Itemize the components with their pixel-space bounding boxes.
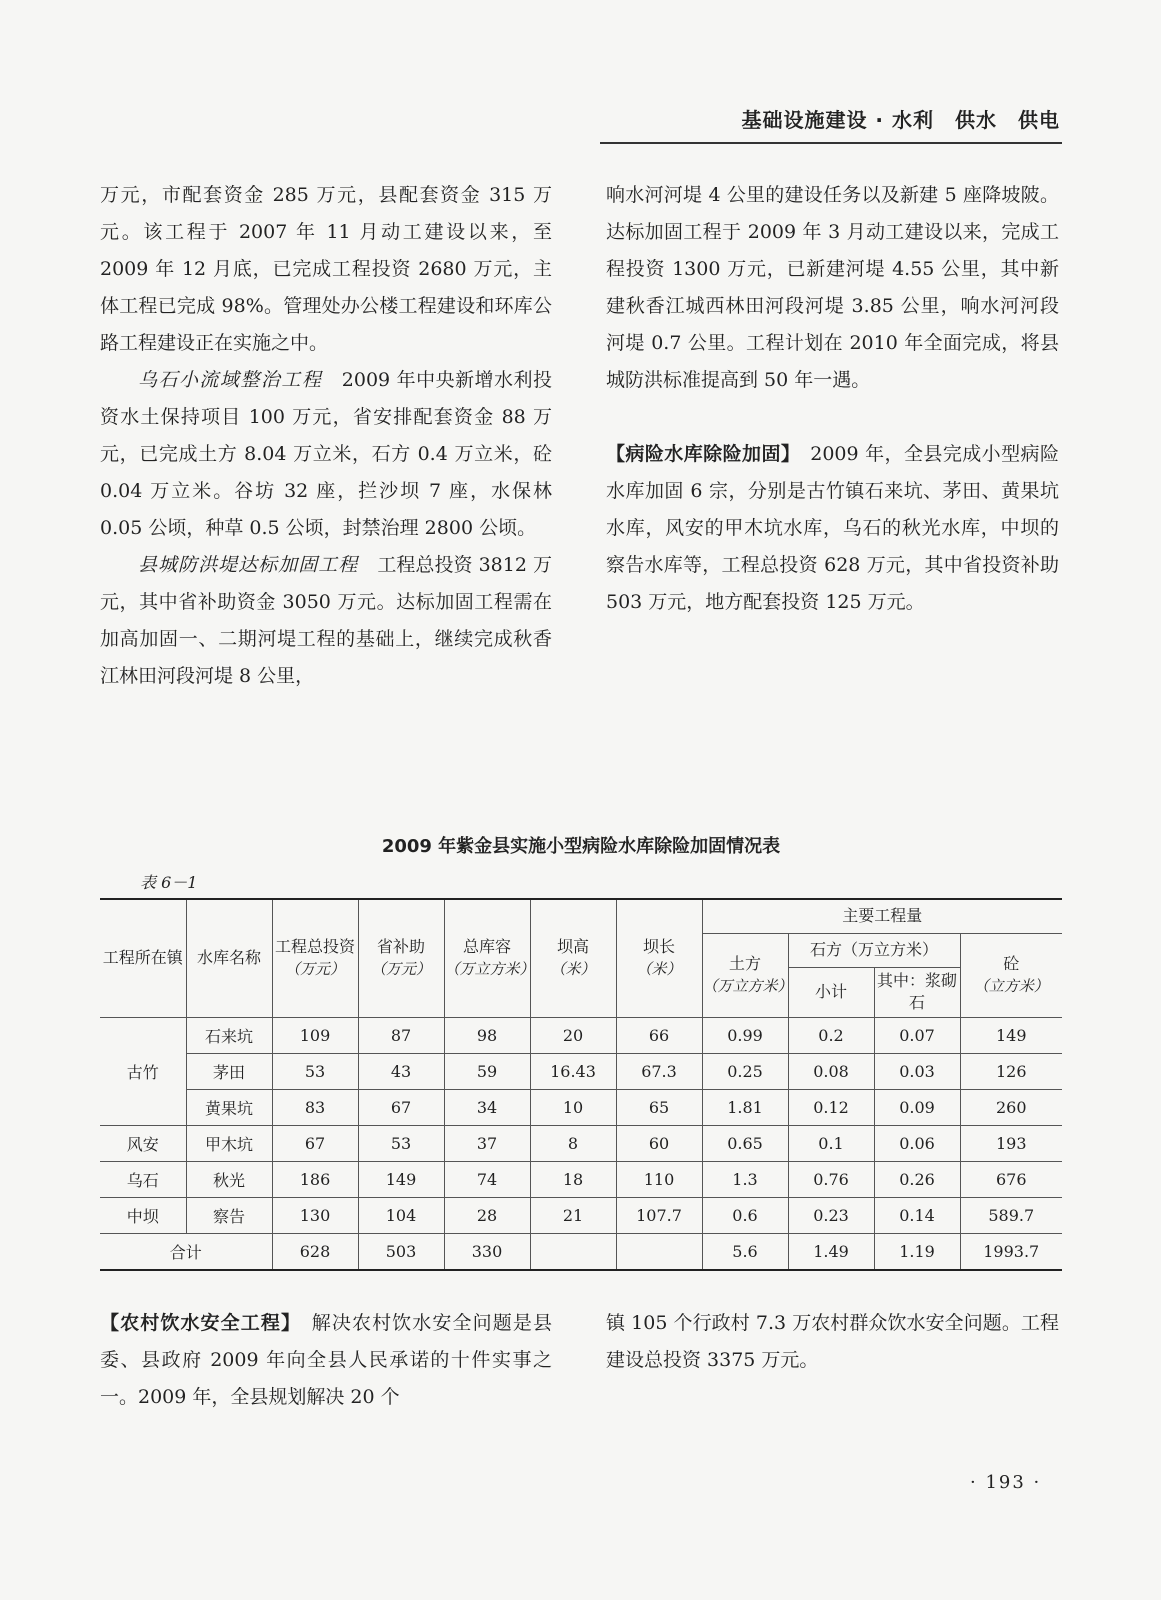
value-cell: 65 (616, 1089, 702, 1125)
value-cell: 8 (530, 1125, 616, 1161)
value-cell: 0.09 (874, 1089, 960, 1125)
paragraph-body: 2009 年，全县完成小型病险水库加固 6 宗，分别是古竹镇石来坑、茅田、黄果坑水库，风安的甲木坑水库，乌石的秋光水库，中坝的察告水库等，工程总投资 628 万元，其中省投资补助 503 万元，地方配套投资 125 万元。 (606, 443, 1059, 613)
value-cell: 28 (444, 1197, 530, 1233)
value-cell: 1.81 (702, 1089, 788, 1125)
value-cell: 260 (960, 1089, 1062, 1125)
total-cell: 1993.7 (960, 1233, 1062, 1270)
paragraph: 万元，市配套资金 285 万元，县配套资金 315 万元。该工程于 2007 年 11 月动工建设以来，至 2009 年 12 月底，已完成工程投资 2680 万元，主体工程已完成 98%。管理处办公楼工程建设和环库公路工程建设正在实施之中。 (100, 184, 552, 354)
right-column (606, 177, 1059, 621)
value-cell: 126 (960, 1053, 1062, 1089)
table-row (100, 1197, 1062, 1233)
subsection-heading: 县城防洪堤达标加固工程 (138, 554, 359, 576)
left-column (100, 177, 552, 695)
value-cell: 0.65 (702, 1125, 788, 1161)
paragraph-body: 2009 年中央新增水利投资水土保持项目 100 万元，省安排配套资金 88 万元，已完成土方 8.04 万立米，石方 0.4 万立米，砼 0.04 万立米。谷坊 32 座，拦沙坝 7 座，水保林 0.05 公顷，种草 0.5 公顷，封禁治理 2800 公顷。 (100, 369, 552, 539)
paragraph (100, 1305, 552, 1416)
header-reservoir: 水库名称 (186, 899, 272, 1017)
value-cell: 149 (358, 1161, 444, 1197)
total-cell (530, 1233, 616, 1270)
table-row (100, 1161, 1062, 1197)
value-cell: 0.26 (874, 1161, 960, 1197)
value-cell: 193 (960, 1125, 1062, 1161)
header-concrete: 砼 （立方米） (960, 933, 1062, 1017)
value-cell: 0.03 (874, 1053, 960, 1089)
value-cell: 60 (616, 1125, 702, 1161)
paragraph (606, 436, 1059, 621)
header-subsidy: 省补助 （万元） (358, 899, 444, 1017)
value-cell: 98 (444, 1017, 530, 1053)
value-cell: 149 (960, 1017, 1062, 1053)
table-row (100, 1089, 1062, 1125)
value-cell: 87 (358, 1017, 444, 1053)
total-cell: 503 (358, 1233, 444, 1270)
bottom-right-column (606, 1305, 1059, 1379)
value-cell: 10 (530, 1089, 616, 1125)
reservoir-cell: 甲木坑 (186, 1125, 272, 1161)
value-cell: 53 (272, 1053, 358, 1089)
value-cell: 107.7 (616, 1197, 702, 1233)
value-cell: 186 (272, 1161, 358, 1197)
header-stone-subtotal: 小计 (788, 967, 874, 1017)
value-cell: 66 (616, 1017, 702, 1053)
town-cell: 乌石 (100, 1161, 186, 1197)
town-cell: 风安 (100, 1125, 186, 1161)
value-cell: 0.76 (788, 1161, 874, 1197)
header-capacity: 总库容 （万立方米） (444, 899, 530, 1017)
value-cell: 83 (272, 1089, 358, 1125)
table-body (100, 1017, 1062, 1270)
value-cell: 589.7 (960, 1197, 1062, 1233)
value-cell: 0.6 (702, 1197, 788, 1233)
total-label: 合计 (100, 1233, 272, 1270)
town-cell: 古竹 (100, 1017, 186, 1125)
table-row (100, 1053, 1062, 1089)
value-cell: 0.2 (788, 1017, 874, 1053)
table-title: 2009 年紫金县实施小型病险水库除险加固情况表 (381, 836, 781, 857)
paragraph (100, 547, 552, 695)
section-heading: 【农村饮水安全工程】 (100, 1312, 292, 1334)
table-row (100, 1125, 1062, 1161)
value-cell: 0.23 (788, 1197, 874, 1233)
value-cell: 18 (530, 1161, 616, 1197)
value-cell: 21 (530, 1197, 616, 1233)
value-cell: 67 (358, 1089, 444, 1125)
value-cell: 37 (444, 1125, 530, 1161)
total-cell: 628 (272, 1233, 358, 1270)
value-cell: 67 (272, 1125, 358, 1161)
header-rule (600, 142, 1062, 144)
section-heading: 【病险水库除险加固】 (606, 443, 791, 465)
header-earth: 土方 （万立方米） (702, 933, 788, 1017)
value-cell: 0.12 (788, 1089, 874, 1125)
header-town: 工程所在镇 (100, 899, 186, 1017)
table-label: 表 6－1 (140, 873, 198, 892)
value-cell: 110 (616, 1161, 702, 1197)
value-cell: 67.3 (616, 1053, 702, 1089)
value-cell: 34 (444, 1089, 530, 1125)
value-cell: 53 (358, 1125, 444, 1161)
header-dam-length: 坝长 （米） (616, 899, 702, 1017)
value-cell: 1.3 (702, 1161, 788, 1197)
paragraph: 响水河河堤 4 公里的建设任务以及新建 5 座降坡陂。达标加固工程于 2009 年 3 月动工建设以来，完成工程投资 1300 万元，已新建河堤 4.55 公里，其中新建秋香江城西林田河段河堤 3.85 公里，响水河河段河堤 0.7 公里。工程计划在 2010 年全面完成，将县城防洪标准提高到 50 年一遇。 (606, 184, 1059, 391)
value-cell: 0.08 (788, 1053, 874, 1089)
total-cell: 1.19 (874, 1233, 960, 1270)
value-cell: 676 (960, 1161, 1062, 1197)
paragraph: 镇 105 个行政村 7.3 万农村群众饮水安全问题。工程建设总投资 3375 万元。 (606, 1312, 1059, 1371)
value-cell: 16.43 (530, 1053, 616, 1089)
value-cell: 104 (358, 1197, 444, 1233)
header-stone: 石方（万立方米） (788, 933, 960, 967)
total-row (100, 1233, 1062, 1270)
reservoir-table (100, 898, 1062, 1271)
reservoir-cell: 察告 (186, 1197, 272, 1233)
value-cell: 0.07 (874, 1017, 960, 1053)
value-cell: 130 (272, 1197, 358, 1233)
paragraph (100, 362, 552, 547)
value-cell: 0.25 (702, 1053, 788, 1089)
value-cell: 59 (444, 1053, 530, 1089)
reservoir-cell: 石来坑 (186, 1017, 272, 1053)
total-cell: 330 (444, 1233, 530, 1270)
running-header: 基础设施建设 · 水利 供水 供电 (741, 108, 1060, 132)
header-stone-masonry: 其中：浆砌石 (874, 967, 960, 1017)
total-cell: 5.6 (702, 1233, 788, 1270)
subsection-heading: 乌石小流域整治工程 (138, 369, 323, 391)
value-cell: 109 (272, 1017, 358, 1053)
paragraph-body: 工程总投资 3812 万元，其中省补助资金 3050 万元。达标加固工程需在加高加固一、二期河堤工程的基础上，继续完成秋香江林田河段河堤 8 公里， (100, 554, 552, 687)
value-cell: 0.99 (702, 1017, 788, 1053)
reservoir-cell: 黄果坑 (186, 1089, 272, 1125)
total-cell: 1.49 (788, 1233, 874, 1270)
value-cell: 0.14 (874, 1197, 960, 1233)
table-row (100, 1017, 1062, 1053)
value-cell: 0.06 (874, 1125, 960, 1161)
bottom-left-column (100, 1305, 552, 1416)
total-cell (616, 1233, 702, 1270)
value-cell: 74 (444, 1161, 530, 1197)
value-cell: 0.1 (788, 1125, 874, 1161)
header-dam-height: 坝高 （米） (530, 899, 616, 1017)
town-cell: 中坝 (100, 1197, 186, 1233)
reservoir-cell: 秋光 (186, 1161, 272, 1197)
header-main-quantity: 主要工程量 (702, 899, 1062, 933)
header-invest: 工程总投资 （万元） (272, 899, 358, 1017)
value-cell: 20 (530, 1017, 616, 1053)
page-number: · 193 · (970, 1472, 1042, 1493)
value-cell: 43 (358, 1053, 444, 1089)
reservoir-cell: 茅田 (186, 1053, 272, 1089)
spacer (606, 399, 1059, 436)
paragraph-body: 解决农村饮水安全问题是县委、县政府 2009 年向全县人民承诺的十件实事之一。2009 年，全县规划解决 20 个 (100, 1312, 552, 1408)
